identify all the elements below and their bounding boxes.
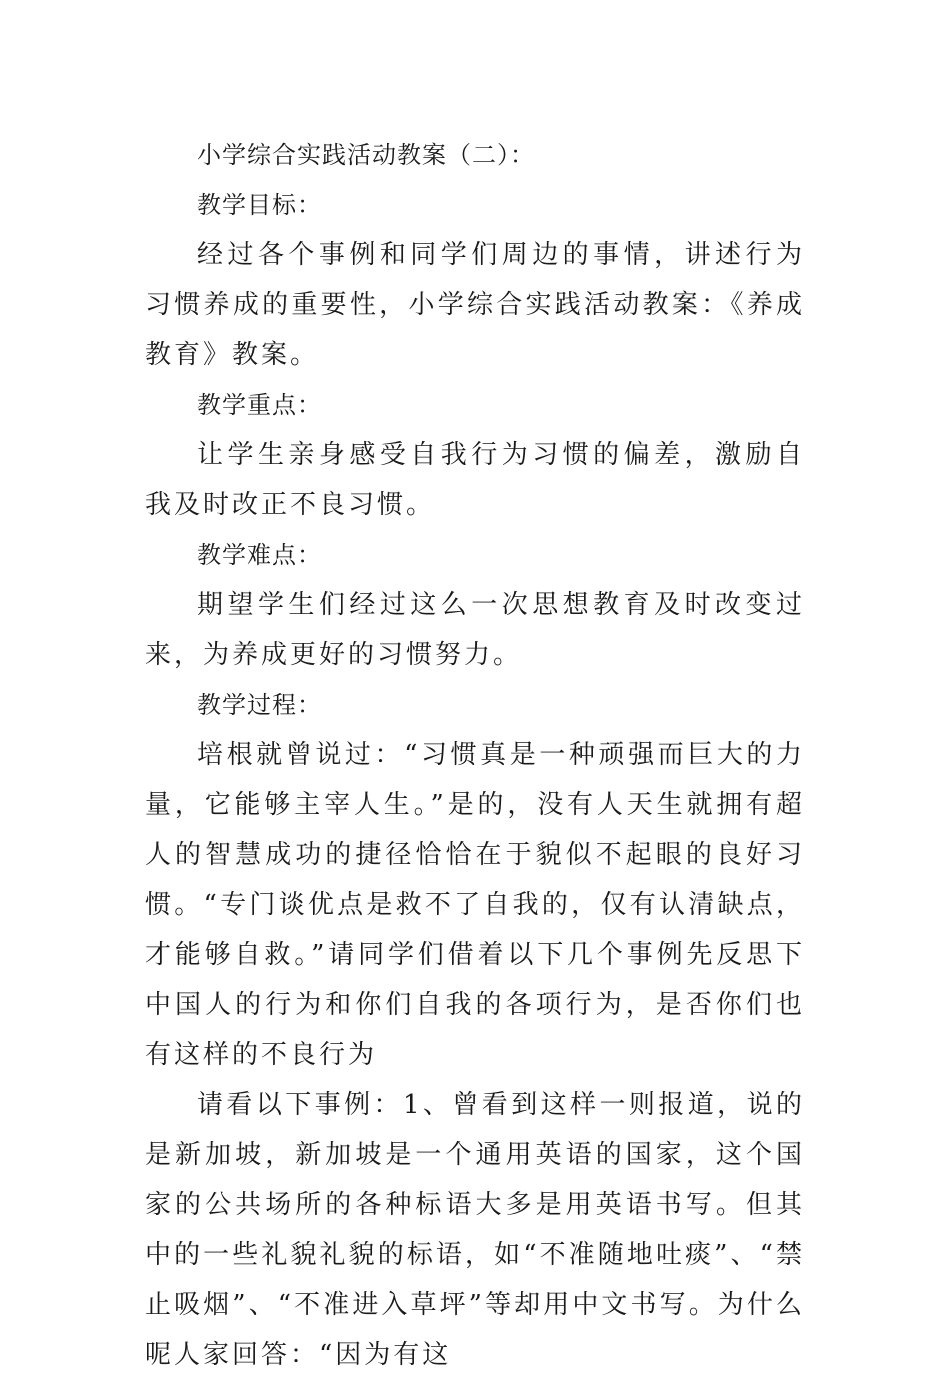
document-page	[145, 130, 805, 1380]
process-paragraph: 培根就曾说过：“习惯真是一种顽强而巨大的力量，它能够主宰人生。”是的，没有人天生就拥有超人的智慧成功的捷径恰恰在于貌似不起眼的良好习惯。“专门谈优点是救不了自我的，仅有认清缺点，才能够自救。”请同学们借着以下几个事例先反思下中国人的行为和你们自我的各项行为，是否你们也有这样的不良行为	[145, 740, 805, 1070]
key-points-paragraph: 让学生亲身感受自我行为习惯的偏差，激励自我及时改正不良习惯。	[145, 440, 805, 520]
objective-paragraph: 经过各个事例和同学们周边的事情，讲述行为习惯养成的重要性，小学综合实践活动教案：《养成教育》教案。	[145, 240, 805, 370]
example-paragraph: 请看以下事例：1、曾看到这样一则报道，说的是新加坡，新加坡是一个通用英语的国家，这个国家的公共场所的各种标语大多是用英语书写。但其中的一些礼貌礼貌的标语，如“不准随地吐痰”、“禁止吸烟”、“不准进入草坪”等却用中文书写。为什么呢人家回答：“因为有这	[145, 1090, 805, 1370]
process-heading: 教学过程：	[197, 691, 322, 719]
objective-heading: 教学目标：	[197, 191, 322, 219]
document-title: 小学综合实践活动教案（二）：	[197, 141, 535, 169]
difficulty-paragraph: 期望学生们经过这么一次思想教育及时改变过来，为养成更好的习惯努力。	[145, 590, 805, 670]
difficulty-heading: 教学难点：	[197, 541, 322, 569]
key-points-heading: 教学重点：	[197, 391, 322, 419]
